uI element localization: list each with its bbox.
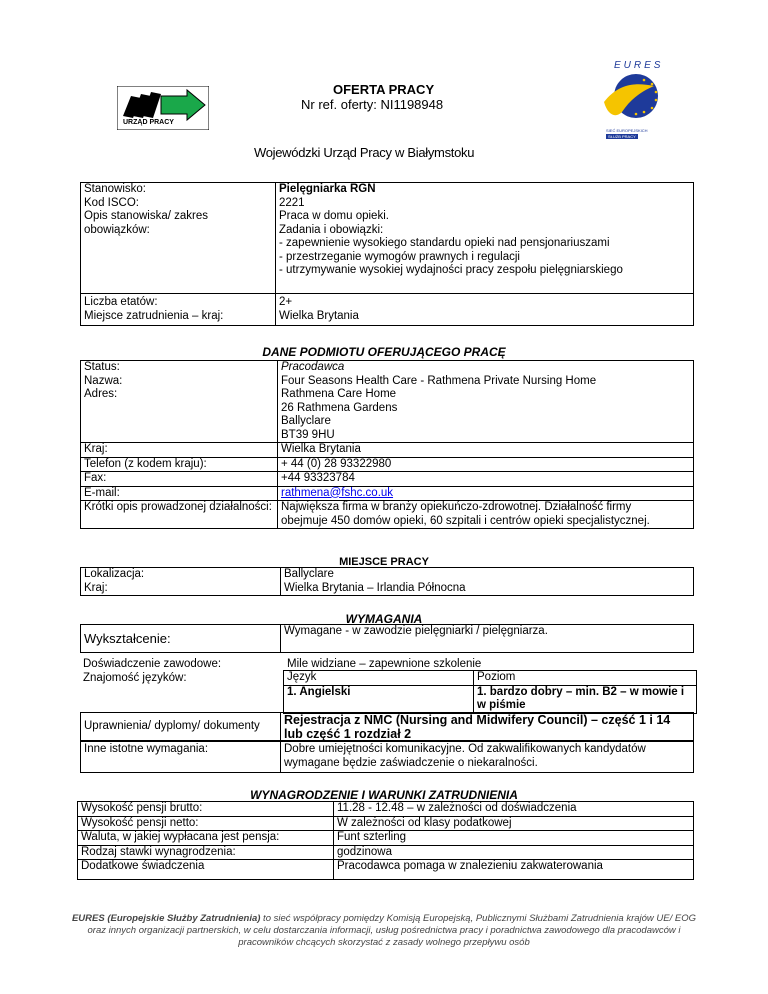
place-table — [80, 567, 694, 596]
employer-heading: DANE PODMIOTU OFERUJĄCEGO PRACĘ — [262, 345, 506, 359]
emp-country-value: Wielka Brytania — [278, 443, 694, 458]
label-fax: Fax: — [81, 472, 278, 487]
requirements-heading: WYMAGANIA — [345, 612, 423, 626]
desc-line: Zadania i obowiązki: — [279, 223, 384, 236]
name-value: Four Seasons Health Care - Rathmena Private Nursing Home — [281, 374, 597, 387]
label-count: Liczba etatów: — [84, 296, 158, 308]
certs-line: lub część 1 rozdział 2 — [284, 727, 412, 741]
eures-sub1: SIEĆ EUROPEJSKICH — [606, 128, 648, 133]
employer-table — [80, 360, 694, 529]
place-heading: MIEJSCE PRACY — [339, 556, 429, 568]
activity-line: Największa firma w branży opiekuńczo-zdrowotnej. Działalność firmy — [281, 501, 632, 513]
label-other: Inne istotne wymagania: — [81, 741, 281, 773]
other-line: wymagane będzie zaświadczenie o niekaralności. — [284, 756, 538, 769]
label-education: Wykształcenie: — [81, 625, 281, 653]
label-status: Status: — [84, 361, 120, 373]
eures-logo — [600, 60, 664, 140]
status-value: Pracodawca — [281, 361, 345, 373]
languages-table — [283, 670, 697, 714]
footer-line: pracowników chcących skorzystać z zasady wolnego przepływu osób — [238, 937, 530, 948]
fax-value: +44 93323784 — [278, 472, 694, 487]
lang-header: Język — [284, 671, 474, 686]
address-line: BT39 9HU — [281, 428, 335, 441]
education-table — [80, 624, 694, 653]
education-value: Wymagane - w zawodzie pielęgniarki / pielęgniarza. — [281, 625, 694, 653]
logo-left-text: URZĄD PRACY — [123, 119, 174, 126]
desc-line: - zapewnienie wysokiego standardu opieki nad pensjonariuszami — [279, 237, 610, 249]
office-name: Wojewódzki Urząd Pracy w Białymstoku — [254, 145, 475, 160]
net-value: W zależności od klasy podatkowej — [334, 816, 694, 831]
level-header: Poziom — [474, 671, 697, 686]
desc-line: Praca w domu opieki. — [279, 210, 389, 222]
label-currency: Waluta, w jakiej wypłacana jest pensja: — [78, 831, 334, 846]
phone-value: + 44 (0) 28 93322980 — [278, 457, 694, 472]
label-experience: Doświadczenie zawodowe: — [83, 658, 222, 670]
label-certs: Uprawnienia/ dyplomy/ dokumenty — [81, 713, 281, 742]
label-email: E-mail: — [81, 486, 278, 501]
rate-type-value: godzinowa — [334, 845, 694, 860]
place-country-value: Wielka Brytania – Irlandia Północna — [284, 581, 466, 594]
isco-value: 2221 — [279, 196, 305, 209]
position-value: Pielęgniarka RGN — [279, 183, 376, 195]
other-table — [80, 740, 694, 773]
label-phone: Telefon (z kodem kraju): — [81, 457, 278, 472]
currency-value: Funt szterling — [334, 831, 694, 846]
offer-title: OFERTA PRACY — [333, 82, 435, 97]
label-loc: Lokalizacja: — [84, 568, 145, 580]
footer-line: to sieć współpracy pomiędzy Komisją Europejską, Publicznymi Służbami Zatrudnienia krajów UE/ EOG — [260, 913, 697, 924]
label-name: Nazwa: — [84, 374, 123, 387]
loc-value: Ballyclare — [284, 568, 334, 580]
label-rate-type: Rodzaj stawki wynagrodzenia: — [78, 845, 334, 860]
benefits-value: Pracodawca pomaga w znalezieniu zakwaterowania — [334, 860, 694, 880]
label-country: Miejsce zatrudnienia – kraj: — [84, 309, 224, 322]
address-line: 26 Rathmena Gardens — [281, 401, 398, 414]
country-value: Wielka Brytania — [279, 309, 359, 322]
job-table — [80, 182, 694, 326]
address-line: Rathmena Care Home — [281, 388, 397, 400]
label-gross: Wysokość pensji brutto: — [78, 802, 334, 817]
label-net: Wysokość pensji netto: — [78, 816, 334, 831]
level-1-cont: w piśmie — [477, 699, 526, 711]
urzad-pracy-logo — [117, 86, 209, 130]
eures-logo-text: EURES — [614, 60, 664, 71]
label-desc: Opis stanowiska/ zakres obowiązków: — [84, 210, 208, 236]
gross-value: 11.28 - 12.48 – w zależności od doświadczenia — [334, 802, 694, 817]
address-line: Ballyclare — [281, 415, 331, 427]
other-line: Dobre umiejętności komunikacyjne. Od zakwalifikowanych kandydatów — [284, 743, 646, 755]
count-value: 2+ — [279, 296, 293, 308]
level-1: 1. bardzo dobry – min. B2 – w mowie i — [477, 685, 685, 698]
desc-line: - utrzymywanie wysokiej wydajności pracy zespołu pielęgniarskiego — [279, 264, 623, 276]
label-activity: Krótki opis prowadzonej działalności: — [81, 501, 278, 529]
footer-lead: EURES (Europejskie Służby Zatrudnienia) — [71, 913, 261, 924]
label-address: Adres: — [84, 388, 118, 400]
salary-table — [77, 801, 694, 880]
lang-1: 1. Angielski — [284, 685, 474, 713]
experience-value: Mile widziane – zapewnione szkolenie — [287, 658, 482, 670]
footer — [70, 913, 698, 949]
salary-heading: WYNAGRODZENIE I WARUNKI ZATRUDNIENIA — [250, 788, 518, 802]
label-languages: Znajomość języków: — [83, 672, 187, 684]
certs-table — [80, 712, 694, 742]
desc-line: - przestrzeganie wymogów prawnych i regulacji — [279, 250, 520, 263]
certs-line: Rejestracja z NMC (Nursing and Midwifery Council) – część 1 i 14 — [284, 713, 671, 727]
activity-line: obejmuje 450 domów opieki, 60 szpitali i centrów opieki specjalistycznej. — [281, 514, 650, 527]
offer-ref: Nr ref. oferty: NI1198948 — [301, 97, 444, 112]
email-link[interactable]: rathmena@fshc.co.uk — [281, 486, 394, 499]
label-place-country: Kraj: — [84, 581, 108, 594]
eures-sub2: SŁUŻB PRACY — [608, 134, 636, 139]
label-position: Stanowisko: — [84, 183, 147, 195]
label-benefits: Dodatkowe świadczenia — [78, 860, 334, 880]
footer-line: oraz innych organizacji partnerskich, w celu dostarczania informacji, usług pośrednictwa pracy i poradnictwa zawodowego dla pracodawców i — [87, 925, 681, 936]
label-isco: Kod ISCO: — [84, 196, 139, 209]
label-emp-country: Kraj: — [81, 443, 278, 458]
